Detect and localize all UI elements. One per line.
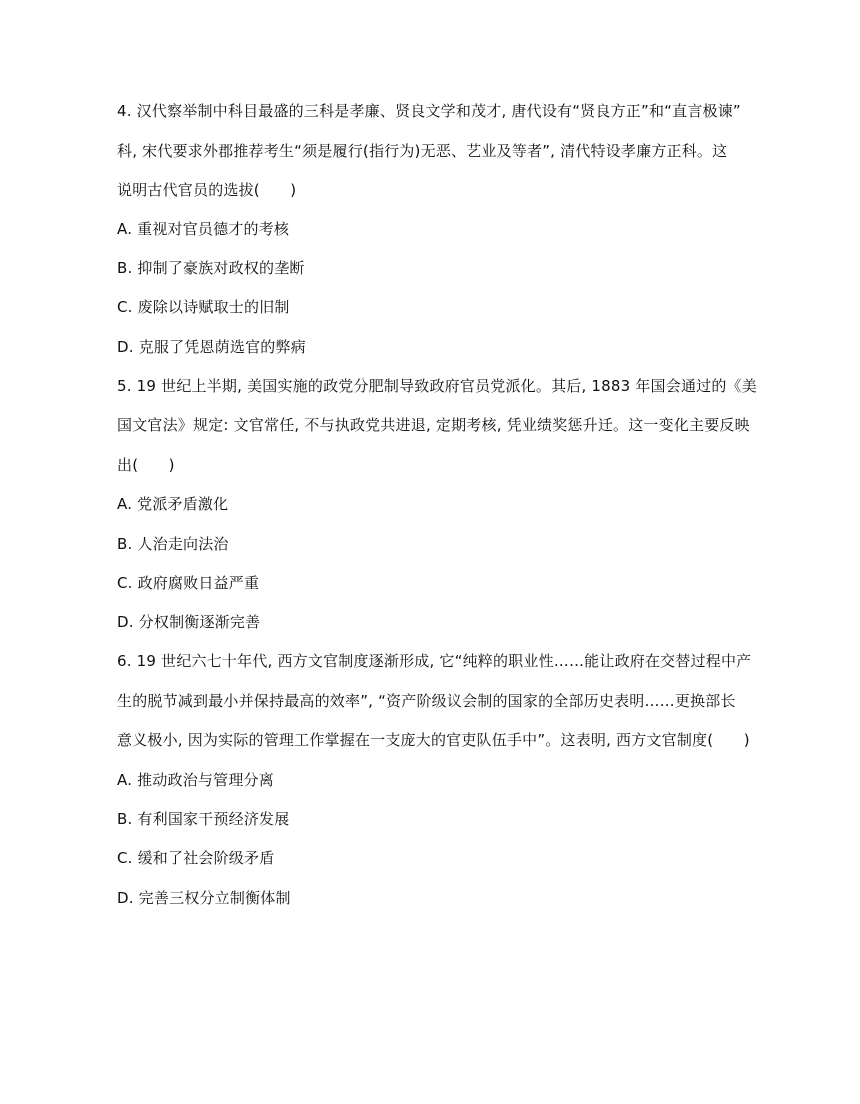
question-5-option-d: D. 分权制衡逐渐完善	[117, 613, 261, 631]
question-4-option-a: A. 重视对官员德才的考核	[117, 220, 290, 238]
question-6-option-d: D. 完善三权分立制衡体制	[117, 889, 291, 907]
question-4-stem-line-3: 说明古代官员的选拔( )	[117, 181, 297, 199]
question-5-option-a: A. 党派矛盾激化	[117, 495, 229, 513]
question-5-option-b: B. 人治走向法治	[117, 535, 229, 553]
question-5-stem-line-3: 出( )	[117, 456, 175, 474]
question-4-option-d: D. 克服了凭恩荫选官的弊病	[117, 338, 306, 356]
question-5-stem-line-2: 国文官法》规定: 文官常任, 不与执政党共进退, 定期考核, 凭业绩奖惩升迁。这一变化主要反映	[117, 416, 750, 434]
question-6-stem-line-2: 生的脱节减到最小并保持最高的效率”, “资产阶级议会制的国家的全部历史表明……更换部长	[117, 692, 736, 710]
question-6-option-b: B. 有利国家干预经济发展	[117, 810, 290, 828]
question-4-stem-line-2: 科, 宋代要求外郡推荐考生“须是履行(指行为)无恶、艺业及等者”, 清代特设孝廉方正科。这	[117, 142, 728, 160]
question-6-option-a: A. 推动政治与管理分离	[117, 771, 274, 789]
question-5-stem-line-1: 5. 19 世纪上半期, 美国实施的政党分肥制导致政府官员党派化。其后, 1883 年国会通过的《美	[117, 377, 757, 395]
question-6-stem-line-3: 意义极小, 因为实际的管理工作掌握在一支庞大的官吏队伍手中”。这表明, 西方文官制度( )	[117, 731, 750, 749]
question-4-option-b: B. 抑制了豪族对政权的垄断	[117, 259, 305, 277]
question-6-option-c: C. 缓和了社会阶级矛盾	[117, 849, 275, 867]
question-6-stem-line-1: 6. 19 世纪六七十年代, 西方文官制度逐渐形成, 它“纯粹的职业性……能让政府在交替过程中产	[117, 652, 752, 670]
question-5-option-c: C. 政府腐败日益严重	[117, 574, 260, 592]
question-4-stem-line-1: 4. 汉代察举制中科目最盛的三科是孝廉、贤良文学和茂才, 唐代设有“贤良方正”和“直言极谏”	[117, 102, 741, 120]
question-4-option-c: C. 废除以诗赋取士的旧制	[117, 298, 290, 316]
